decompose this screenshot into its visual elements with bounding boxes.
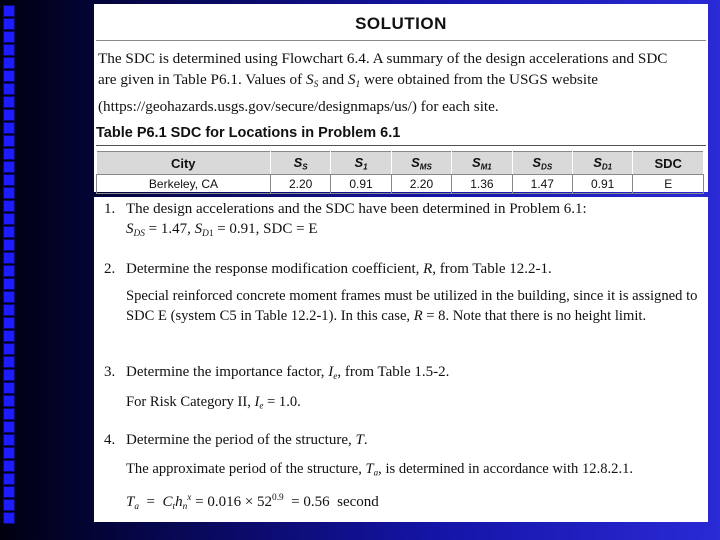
solution-header-panel — [94, 4, 708, 192]
step-1 — [104, 199, 704, 220]
decorative-square — [4, 175, 14, 185]
decorative-square — [4, 227, 14, 237]
heading-rule — [96, 40, 706, 41]
decorative-square — [4, 240, 14, 250]
decorative-square — [4, 201, 14, 211]
decorative-square — [4, 32, 14, 42]
table-body — [97, 175, 704, 194]
step-4-detail: The approximate period of the structure, $T_a$, is determined in accordance with 12.8.2.1. — [126, 461, 634, 478]
table-header-cell: $S_1$ — [331, 152, 391, 175]
decorative-square — [4, 84, 14, 94]
decorative-square — [4, 188, 14, 198]
table-header-cell: $S_S$ — [270, 152, 330, 175]
table-cell: 0.91 — [331, 175, 391, 194]
table-cell: 1.36 — [452, 175, 512, 194]
step-1-detail: $S_{DS} = 1.47$, $S_{D1} = 0.91$, SDC = E — [126, 221, 318, 239]
decorative-square — [4, 136, 14, 146]
decorative-square — [4, 97, 14, 107]
ss-symbol: $S_S$ — [306, 71, 319, 90]
step-1-text: The design accelerations and the SDC have been determined in Problem 6.1: — [126, 201, 587, 217]
decorative-square — [4, 435, 14, 445]
decorative-square — [4, 214, 14, 224]
intro-line-2b: and — [318, 71, 348, 88]
step-4 — [104, 430, 704, 451]
decorative-square — [4, 357, 14, 367]
decorative-square — [4, 162, 14, 172]
table-header-cell: City — [97, 152, 271, 175]
decorative-square — [4, 474, 14, 484]
decorative-square — [4, 487, 14, 497]
decorative-square — [4, 71, 14, 81]
step-2-detail: Special reinforced concrete moment frames must be utilized in the building, since it is assigned to SDC E (system C5 in Table 12.2-1). In this case, R = 8. Note that there is no height limit. — [126, 288, 698, 324]
step-1-number: 1. — [104, 201, 116, 217]
decorative-square — [4, 58, 14, 68]
decorative-square — [4, 292, 14, 302]
decorative-square — [4, 45, 14, 55]
decorative-square — [4, 370, 14, 380]
table-cell: 1.47 — [512, 175, 572, 194]
step-2 — [104, 259, 704, 280]
table-header-cell: $S_{MS}$ — [391, 152, 451, 175]
decorative-square — [4, 396, 14, 406]
step-2-text: Determine the response modification coefficient, R, from Table 12.2-1. — [126, 261, 552, 277]
decorative-square — [4, 422, 14, 432]
decorative-square — [4, 448, 14, 458]
table-header-cell: $S_{M1}$ — [452, 152, 512, 175]
table-cell: 2.20 — [270, 175, 330, 194]
table-cell: E — [633, 175, 704, 194]
intro-line-3: (https://geohazards.usgs.gov/secure/designmaps/us/) for each site. — [98, 97, 499, 115]
decorative-square — [4, 253, 14, 263]
period-formula: $T_a = C_th_n^x = 0.016 \times 52^{0.9} = 0.56$ second — [126, 493, 379, 512]
table-cell: 2.20 — [391, 175, 451, 194]
step-3 — [104, 362, 704, 388]
step-4-text: Determine the period of the structure, T. — [126, 432, 368, 448]
decorative-square — [4, 461, 14, 471]
solution-heading — [94, 14, 708, 34]
caption-rule — [96, 145, 706, 146]
decorative-square — [4, 331, 14, 341]
s1-symbol: $S_1$ — [347, 71, 361, 90]
decorative-square — [4, 266, 14, 276]
table-cell: 0.91 — [572, 175, 632, 194]
decorative-square — [4, 409, 14, 419]
decorative-square — [4, 500, 14, 510]
step-4-number: 4. — [104, 432, 116, 448]
step-3-text: Determine the importance factor, $I_e$, from Table 1.5-2. — [126, 364, 450, 382]
table-cell: Berkeley, CA — [97, 175, 271, 194]
solution-steps-panel — [94, 197, 708, 522]
table-header-cell: SDC — [633, 152, 704, 175]
decorative-square — [4, 344, 14, 354]
table-header-cell: $S_{D1}$ — [572, 152, 632, 175]
decorative-square — [4, 279, 14, 289]
decorative-square — [4, 513, 14, 523]
step-2-number: 2. — [104, 261, 116, 277]
step-3-number: 3. — [104, 364, 116, 380]
table-row — [97, 175, 704, 194]
intro-line-2 — [98, 69, 704, 96]
intro-line-1: The SDC is determined using Flowchart 6.4. A summary of the design accelerations and SDC — [98, 50, 668, 67]
decorative-square — [4, 123, 14, 133]
decorative-square — [4, 6, 14, 16]
intro-paragraph — [98, 48, 704, 117]
decorative-square — [4, 318, 14, 328]
intro-line-2c: were obtained from the USGS website — [360, 71, 599, 88]
intro-line-2a: are given in Table P6.1. Values of — [98, 71, 307, 88]
sdc-table — [96, 151, 704, 194]
decorative-square — [4, 19, 14, 29]
decorative-square — [4, 149, 14, 159]
table-caption: Table P6.1 SDC for Locations in Problem 6.1 — [96, 125, 401, 141]
solution-heading-text: SOLUTION — [355, 14, 447, 33]
decorative-square-column — [4, 0, 22, 540]
decorative-square — [4, 305, 14, 315]
table-header-row — [97, 152, 704, 175]
decorative-square — [4, 110, 14, 120]
table-header-cell: $S_{DS}$ — [512, 152, 572, 175]
step-3-detail: For Risk Category II, $I_e = 1.0$. — [126, 394, 301, 411]
decorative-square — [4, 383, 14, 393]
